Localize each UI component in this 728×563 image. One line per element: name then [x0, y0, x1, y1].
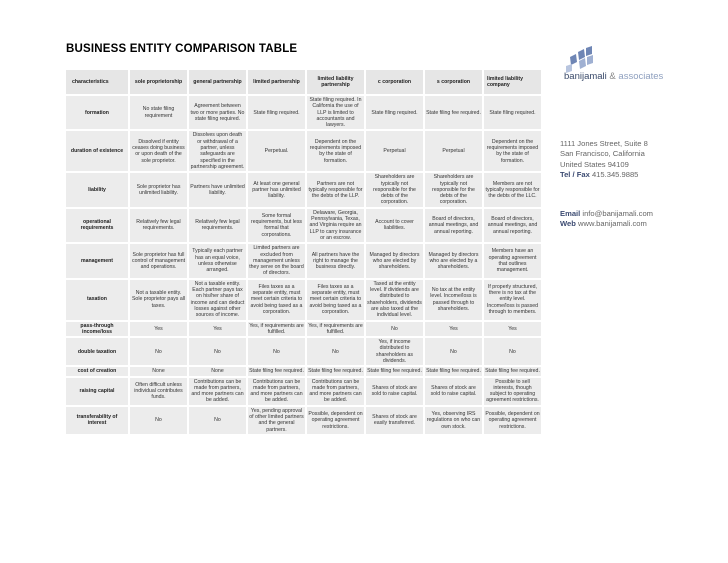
table-row [66, 209, 541, 242]
table-cell: If properly structured, there is no tax at the entity level. Income/loss is passed through to members. [484, 280, 541, 320]
table-cell: Yes [130, 322, 187, 337]
table-cell: Members are not typically responsible for the debts of the LLC. [484, 173, 541, 206]
table-cell: Perpetual [425, 131, 482, 171]
table-cell: Dependent on the requirements imposed by the state of formation. [484, 131, 541, 171]
table-cell: Yes [484, 322, 541, 337]
table-cell: Delaware, Georgia, Pennsylvania, Texas, and Virginia require an LLP to carry insurance or an escrow. [307, 209, 364, 242]
table-cell: Partners are not typically responsible for the debts of the LLP. [307, 173, 364, 206]
row-header: cost of creation [66, 367, 128, 375]
page-title: BUSINESS ENTITY COMPARISON TABLE [66, 43, 298, 55]
table-cell: No [130, 407, 187, 434]
row-header: raising capital [66, 378, 128, 405]
table-cell: Members have an operating agreement that outlines management. [484, 244, 541, 277]
table-cell: Board of directors, annual meetings, and annual reporting. [484, 209, 541, 242]
table-cell: Managed by directors who are elected by a shareholders. [425, 244, 482, 277]
table-cell: Contributions can be made from partners, and more partners can be added. [248, 378, 305, 405]
table-cell: No [425, 338, 482, 365]
company-address [560, 139, 648, 181]
column-header: limited partnership [248, 70, 305, 94]
table-cell: Account to cover liabilities. [366, 209, 423, 242]
table-cell: Limited partners are excluded from management unless they serve on the board of directors. [249, 245, 304, 277]
table-cell: Yes, if requirements are fulfilled. [249, 322, 304, 335]
table-cell: State filing fee required. [367, 368, 422, 375]
table-cell: Dependent on the requirements imposed by the state of formation. [307, 131, 364, 171]
table-cell: Typically each partner has an equal voice, unless otherwise arranged. [189, 244, 246, 277]
column-header: general partnership [189, 70, 246, 94]
table-cell: Yes [189, 322, 246, 337]
table-cell: At least one general partner has unlimited liability. [248, 173, 305, 206]
row-header: taxation [66, 280, 128, 320]
table-cell: Shares of stock are easily transferred. [366, 407, 423, 434]
table-cell: Some formal requirements, but less formal that corporations. [248, 209, 305, 242]
table-cell: No [366, 322, 423, 337]
table-cell: Possible, dependent on operating agreement restrictions. [307, 407, 364, 434]
table-cell: No [130, 338, 187, 365]
table-cell: No [248, 338, 305, 365]
row-header: operational requirements [66, 209, 128, 242]
table-header-row [66, 70, 541, 94]
table-row [66, 367, 541, 375]
table-cell: Partners have unlimited liability. [189, 173, 246, 206]
row-header: transferability of interest [66, 407, 128, 434]
table-cell: Taxed at the entity level. If dividends are distributed to shareholders, dividends are also taxed at the individual level. [367, 280, 422, 319]
table-cell: All partners have the right to manage the business directly. [307, 244, 364, 277]
web-line: Web www.banijamali.com [560, 219, 647, 229]
column-header: s corporation [425, 70, 482, 94]
table-row [66, 96, 541, 129]
table-row [66, 338, 541, 365]
table-cell: Possible to sell interests, though subject to operating agreement restrictions. [484, 378, 541, 405]
table-cell: Possible, dependent on operating agreement restrictions. [484, 407, 541, 434]
column-header-characteristics: characteristics [66, 70, 128, 94]
table-cell: Dissolved if entity ceases doing business or upon death of the sole proprietor. [130, 131, 187, 171]
table-row [66, 173, 541, 206]
table-cell: Perpetual. [248, 131, 305, 171]
website-link[interactable]: www.banijamali.com [578, 219, 647, 229]
table-cell: Yes, pending approval of other limited partners and the general partners. [249, 407, 304, 433]
table-cell: Sole proprietor has unlimited liability. [130, 173, 187, 206]
table-row [66, 280, 541, 320]
table-cell: No [189, 407, 246, 434]
column-header: limited liability company [484, 70, 541, 94]
table-cell: Contributions can be made from partners, and more partners can be added. [307, 378, 364, 405]
phone-line: Tel / Fax 415.345.9885 [560, 170, 639, 180]
table-cell: Yes [425, 322, 482, 337]
table-cell: Often difficult unless individual contributes funds. [130, 378, 187, 405]
table-cell: Sole proprietor has full control of management and operations. [130, 244, 187, 277]
table-cell: State filing required. [484, 96, 541, 129]
table-cell: Files taxes as a separate entity, must meet certain criteria to avoid being taxed as a corporation. [307, 280, 364, 320]
row-header: liability [66, 173, 128, 206]
table-cell: State filing required. [366, 96, 423, 129]
table-cell: State filing required. In California the use of LLP is limited to accountants and lawyers. [307, 96, 364, 129]
table-cell: No [189, 338, 246, 365]
table-cell: State filing fee required. [485, 368, 540, 375]
table-cell: Dissolves upon death or withdrawal of a partner, unless safeguards are specified in the partnership agreement. [190, 132, 245, 170]
table-cell: No [307, 338, 364, 365]
table-cell: State filing fee required. [308, 368, 363, 375]
table-cell: State filing required. [248, 96, 305, 129]
row-header: formation [66, 96, 128, 129]
table-cell: Yes, if income distributed to shareholders as dividends. [366, 338, 423, 365]
row-header: pass-through income/loss [66, 322, 128, 337]
table-cell: Board of directors, annual meetings, and annual reporting. [425, 209, 482, 242]
table-cell: No state filing requirement [130, 96, 187, 129]
column-header: c corporation [366, 70, 423, 94]
address-line: United States 94109 [560, 159, 629, 169]
table-cell: Shares of stock are sold to raise capital. [425, 378, 482, 405]
table-cell: Managed by directors who are elected by shareholders. [366, 244, 423, 277]
table-row [66, 378, 541, 405]
comparison-table [64, 68, 543, 436]
table-cell: Perpetual [366, 131, 423, 171]
table-cell: Yes, observing IRS regulations on who can own stock. [425, 407, 482, 434]
table-cell: Relatively few legal requirements. [130, 209, 187, 242]
table-cell: State filing fee required. [426, 368, 481, 375]
table-cell: None [189, 367, 246, 375]
table-cell: State filing fee required. [425, 96, 482, 129]
table-cell: Relatively few legal requirements. [189, 209, 246, 242]
table-cell: None [130, 367, 187, 375]
address-line: 1111 Jones Street, Suite 8 [560, 139, 648, 148]
table-cell: No [484, 338, 541, 365]
table-row [66, 244, 541, 277]
table-cell: Not a taxable entity. Each partner pays tax on his/her share of income and can deduct losses against other sources of income. [190, 280, 245, 319]
email-line: Email info@banijamali.com [560, 209, 653, 218]
row-header: duration of existence [66, 131, 128, 171]
table-cell: Shareholders are typically not responsible for the debts of the corporation. [425, 173, 482, 206]
row-header: management [66, 244, 128, 277]
table-cell: Yes, if requirements are fulfilled. [308, 322, 363, 335]
table-row [66, 407, 541, 434]
email-link[interactable]: info@banijamali.com [582, 209, 653, 218]
table-cell: Files taxes as a separate entity, must meet certain criteria to avoid being taxed as a corporation. [248, 280, 305, 320]
address-line: San Francisco, California [560, 149, 645, 159]
row-header: double taxation [66, 338, 128, 365]
column-header: sole proprietorship [130, 70, 187, 94]
table-cell: Not a taxable entity. Sole proprietor pays all taxes. [130, 280, 187, 320]
table-row [66, 322, 541, 337]
table-cell: No tax at the entity level. Income/loss is passed through to shareholders. [425, 280, 482, 320]
table-cell: Contributions can be made from partners, and more partners can be added. [189, 378, 246, 405]
table-cell: Shareholders are typically not responsible for the debts of the corporation. [366, 173, 423, 206]
table-cell: Agreement between two or more parties. No state filing required. [189, 96, 246, 129]
company-online [560, 209, 653, 230]
table-cell: Shares of stock are sold to raise capital. [366, 378, 423, 405]
logo-wordmark: banijamali & associates [564, 71, 664, 82]
table-row [66, 131, 541, 171]
column-header: limited liability partnership [307, 70, 364, 94]
table-cell: State filing fee required. [249, 368, 304, 375]
